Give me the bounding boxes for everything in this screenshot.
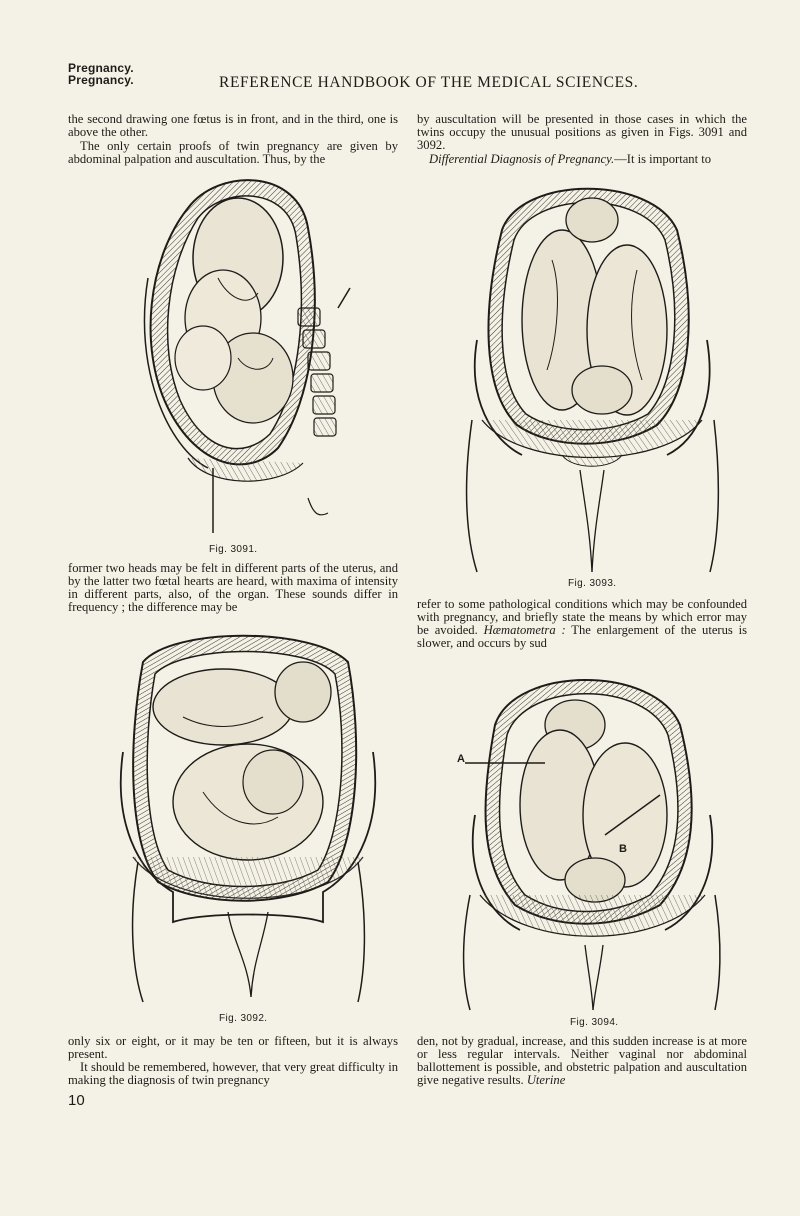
figure-3094-illustration [455,665,730,1015]
figure-3094-drawing [455,665,730,1015]
section-tag-line-2: Pregnancy. [68,73,134,87]
figure-3092-caption: Fig. 3092. [219,1013,268,1024]
left-para-4: only six or eight, or it may be ten or fifteen, but it is always present. [68,1034,398,1062]
page-number: 10 [68,1092,85,1109]
right-para-4: den, not by gradual, increase, and this sudden increase is at more or less regular intervals. Neither vaginal nor abdominal ballottement is possible, and obstetric palpation and auscultation give negative results. Uterine [417,1034,747,1088]
right-para-1: by auscultation will be presented in those cases in which the twins occupy the unusual positions as given in Figs. 3091 and 3092. [417,112,747,153]
section-tag-line-1: Pregnancy. [68,61,134,75]
figure-3092-drawing [113,622,383,1007]
figure-3093-caption: Fig. 3093. [568,578,617,589]
section-tag [68,62,134,86]
figure-3093-illustration [452,170,732,575]
figure-3094-caption: Fig. 3094. [570,1017,619,1028]
figure-3091-illustration [128,168,368,538]
haematometra-term: Hæmatometra : [483,623,566,638]
left-para-3: former two heads may be felt in different parts of the uterus, and by the latter two fœtal hearts are heard, with maxima of intensity in different parts, also, of the organ. These sounds differ in frequency ; the difference may be [68,561,398,615]
left-para-2: The only certain proofs of twin pregnancy are given by abdominal palpation and auscultation. Thus, by the [68,139,398,167]
left-para-5: It should be remembered, however, that very great difficulty in making the diagnosis of twin pregnancy [68,1060,398,1088]
uterine-term: Uterine [526,1073,566,1088]
figure-3092-illustration [113,622,383,1007]
figure-3094-marker-a: A [457,753,465,765]
figure-3093-drawing [452,170,732,575]
differential-diagnosis-heading: Differential Diagnosis of Pregnancy. [429,152,615,166]
left-para-1: the second drawing one fœtus is in front, and in the third, one is above the other. [68,112,398,140]
figure-3091-drawing [128,168,368,538]
book-title: REFERENCE HANDBOOK OF THE MEDICAL SCIENCES. [219,74,639,91]
figure-3094-marker-b: B [619,843,627,855]
figure-3091-caption: Fig. 3091. [209,544,258,555]
right-para-3: refer to some pathological conditions which may be confounded with pregnancy, and briefly state the means by which error may be avoided. Hæmatometra : The enlargement of the uterus is slower, and occurs by sud [417,597,748,651]
running-head [68,62,748,102]
right-para-2: Differential Diagnosis of Pregnancy.—It is important to [429,152,712,166]
